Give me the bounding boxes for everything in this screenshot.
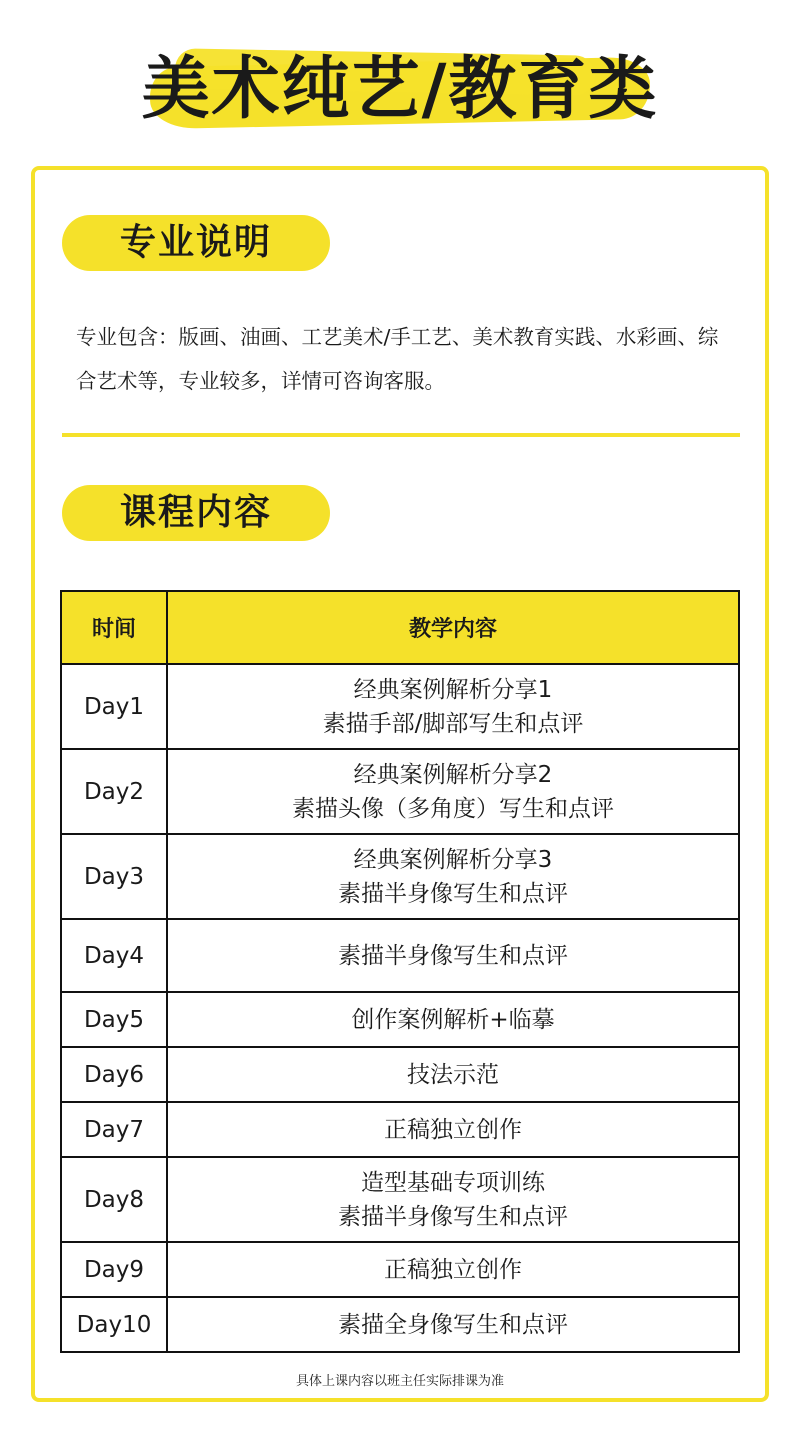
day-cell: Day4 (61, 919, 167, 992)
day-cell: Day8 (61, 1157, 167, 1242)
day-cell: Day1 (61, 664, 167, 749)
content-line: 素描全身像写生和点评 (338, 1311, 568, 1338)
day-cell: Day5 (61, 992, 167, 1047)
content-line: 正稿独立创作 (384, 1116, 522, 1143)
column-header-content: 教学内容 (167, 591, 739, 664)
content-cell (167, 834, 739, 919)
day-cell: Day9 (61, 1242, 167, 1297)
content-line: 创作案例解析+临摹 (351, 1006, 555, 1033)
content-line: 素描半身像写生和点评 (338, 880, 568, 907)
day-cell: Day2 (61, 749, 167, 834)
table-row (61, 664, 739, 749)
course-schedule-table (60, 590, 740, 1353)
table-row (61, 1297, 739, 1352)
major-description: 专业包含：版画、油画、工艺美术/手工艺、美术教育实践、水彩画、综合艺术等，专业较多，详情可咨询客服。 (76, 325, 719, 393)
content-cell (167, 749, 739, 834)
content-line: 造型基础专项训练 (361, 1169, 545, 1196)
major-section-heading: 专业说明 (62, 215, 330, 271)
day-cell: Day3 (61, 834, 167, 919)
page-title: 美术纯艺/教育类 (141, 50, 659, 129)
day-cell: Day10 (61, 1297, 167, 1352)
content-line: 素描半身像写生和点评 (338, 1203, 568, 1230)
table-header-row (61, 591, 739, 664)
section-divider (62, 433, 740, 437)
table-row (61, 992, 739, 1047)
content-line: 素描头像（多角度）写生和点评 (292, 795, 614, 822)
table-row (61, 1242, 739, 1297)
table-row (61, 919, 739, 992)
content-line: 素描半身像写生和点评 (338, 942, 568, 969)
content-line: 经典案例解析分享1 (353, 676, 553, 703)
content-line: 经典案例解析分享3 (353, 846, 553, 873)
table-row (61, 1047, 739, 1102)
content-line: 经典案例解析分享2 (353, 761, 553, 788)
day-cell: Day6 (61, 1047, 167, 1102)
table-row (61, 749, 739, 834)
content-cell (167, 1297, 739, 1352)
column-header-time: 时间 (61, 591, 167, 664)
content-cell (167, 1157, 739, 1242)
content-cell (167, 1047, 739, 1102)
content-cell (167, 992, 739, 1047)
course-section-heading: 课程内容 (62, 485, 330, 541)
content-cell (167, 1242, 739, 1297)
table-row (61, 1102, 739, 1157)
content-cell (167, 919, 739, 992)
day-cell: Day7 (61, 1102, 167, 1157)
footnote: 具体上课内容以班主任实际排课为准 (295, 1374, 504, 1389)
content-cell (167, 664, 739, 749)
content-line: 技法示范 (407, 1061, 499, 1088)
table-row (61, 834, 739, 919)
content-line: 正稿独立创作 (384, 1256, 522, 1283)
table-row (61, 1157, 739, 1242)
content-cell (167, 1102, 739, 1157)
title-area (0, 40, 800, 150)
content-line: 素描手部/脚部写生和点评 (322, 710, 584, 737)
